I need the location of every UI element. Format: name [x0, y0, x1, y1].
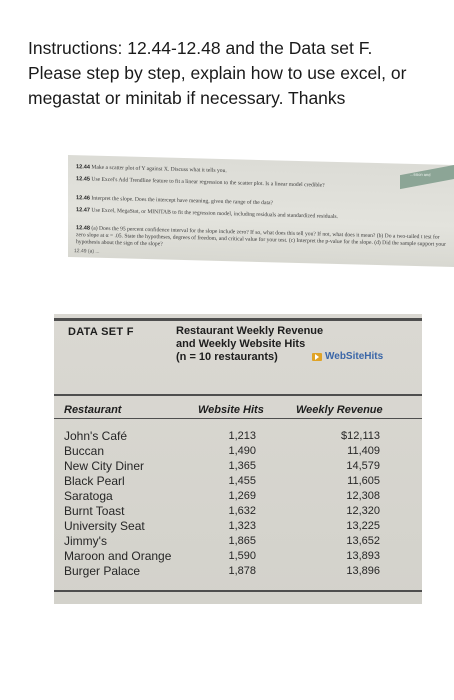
table-row — [54, 443, 422, 458]
exercise-12-47: 12.47 Use Excel, MegaStat, or MINITAB to fit the regression model, including residuals and standardized residuals. — [76, 207, 338, 221]
restaurant-name: Jimmy's — [64, 533, 107, 548]
top-rule — [54, 318, 422, 321]
website-hits: 1,323 — [228, 519, 256, 532]
weekly-revenue: 11,409 — [347, 444, 380, 457]
restaurant-name: Buccan — [64, 443, 105, 458]
data-file-name: WebSiteHits — [325, 351, 384, 362]
data-set-title: Restaurant Weekly Revenue and Weekly Website Hits (n = 10 restaurants) — [176, 325, 324, 363]
header-bottom-rule — [54, 418, 422, 419]
weekly-revenue: 13,225 — [346, 519, 380, 532]
table-row — [54, 473, 422, 488]
column-header-restaurant: Restaurant — [64, 404, 122, 416]
data-set-label: DATA SET F — [68, 326, 134, 338]
weekly-revenue: 12,320 — [346, 504, 380, 517]
weekly-revenue: $12,113 — [341, 429, 380, 442]
exercise-12-46: 12.46 Interpret the slope. Does the intercept have meaning, given the range of the data? — [76, 195, 273, 207]
website-hits: 1,455 — [228, 474, 256, 487]
weekly-revenue: 11,605 — [347, 474, 380, 487]
table-row — [54, 428, 422, 443]
cutoff-exercise: 12.49 (a) ... — [74, 248, 100, 255]
table-row — [54, 503, 422, 518]
website-hits: 1,490 — [228, 444, 256, 457]
data-file-icon — [312, 353, 322, 361]
table-row — [54, 518, 422, 533]
table-row — [54, 458, 422, 473]
weekly-revenue: 13,652 — [346, 534, 380, 547]
exercise-12-45: 12.45 Use Excel's Add Trendline feature to fit a linear regression to the scatter plot. Is a linear model credible? — [76, 176, 325, 189]
restaurant-name: Burger Palace — [64, 563, 141, 578]
header-top-rule — [54, 394, 422, 396]
table-row — [54, 548, 422, 563]
restaurant-name: University Seat — [64, 518, 145, 533]
website-hits: 1,590 — [228, 549, 256, 562]
exercise-12-48: 12.48 (a) Does the 95 percent confidence interval for the slope include zero? If so, what does this tell you? If not, what does it mean? (b) Do a two-tailed t test for zero slope at α = .05. State the hypotheses, degrees of freedom, and critical value for your test. (c) Interpret the p-value for the slope. (d) Did the sample support your hypothesis about the sign of the slope? — [76, 225, 446, 248]
weekly-revenue: 13,896 — [346, 564, 380, 577]
website-hits: 1,865 — [228, 534, 256, 547]
table-row — [54, 563, 422, 578]
table-row — [54, 488, 422, 503]
column-header-weekly-revenue: Weekly Revenue — [296, 404, 383, 416]
data-file-link[interactable] — [312, 351, 383, 362]
website-hits: 1,632 — [228, 504, 256, 517]
data-set-photo — [54, 314, 422, 604]
restaurant-name: Black Pearl — [64, 473, 125, 488]
restaurant-name: New City Diner — [64, 458, 145, 473]
restaurant-name: Saratoga — [64, 488, 113, 503]
bottom-rule — [54, 590, 422, 592]
website-hits: 1,878 — [228, 564, 256, 577]
table-row — [54, 533, 422, 548]
weekly-revenue: 12,308 — [346, 489, 380, 502]
weekly-revenue: 13,893 — [346, 549, 380, 562]
website-hits: 1,269 — [228, 489, 256, 502]
website-hits: 1,365 — [228, 459, 256, 472]
restaurant-name: Burnt Toast — [64, 503, 125, 518]
restaurant-name: John's Café — [64, 428, 127, 443]
textbook-exercises-photo — [68, 155, 454, 267]
corner-tag: ...ssion and — [400, 165, 454, 189]
restaurant-name: Maroon and Orange — [64, 548, 172, 563]
exercise-12-44: 12.44 Make a scatter plot of Y against X. Discuss what it tells you. — [76, 164, 227, 175]
column-header-website-hits: Website Hits — [198, 404, 264, 416]
question-text: Instructions: 12.44-12.48 and the Data set F. Please step by step, explain how to use excel, or megastat or minitab if necessary. Thanks — [28, 38, 407, 108]
weekly-revenue: 14,579 — [346, 459, 380, 472]
website-hits: 1,213 — [228, 429, 256, 442]
